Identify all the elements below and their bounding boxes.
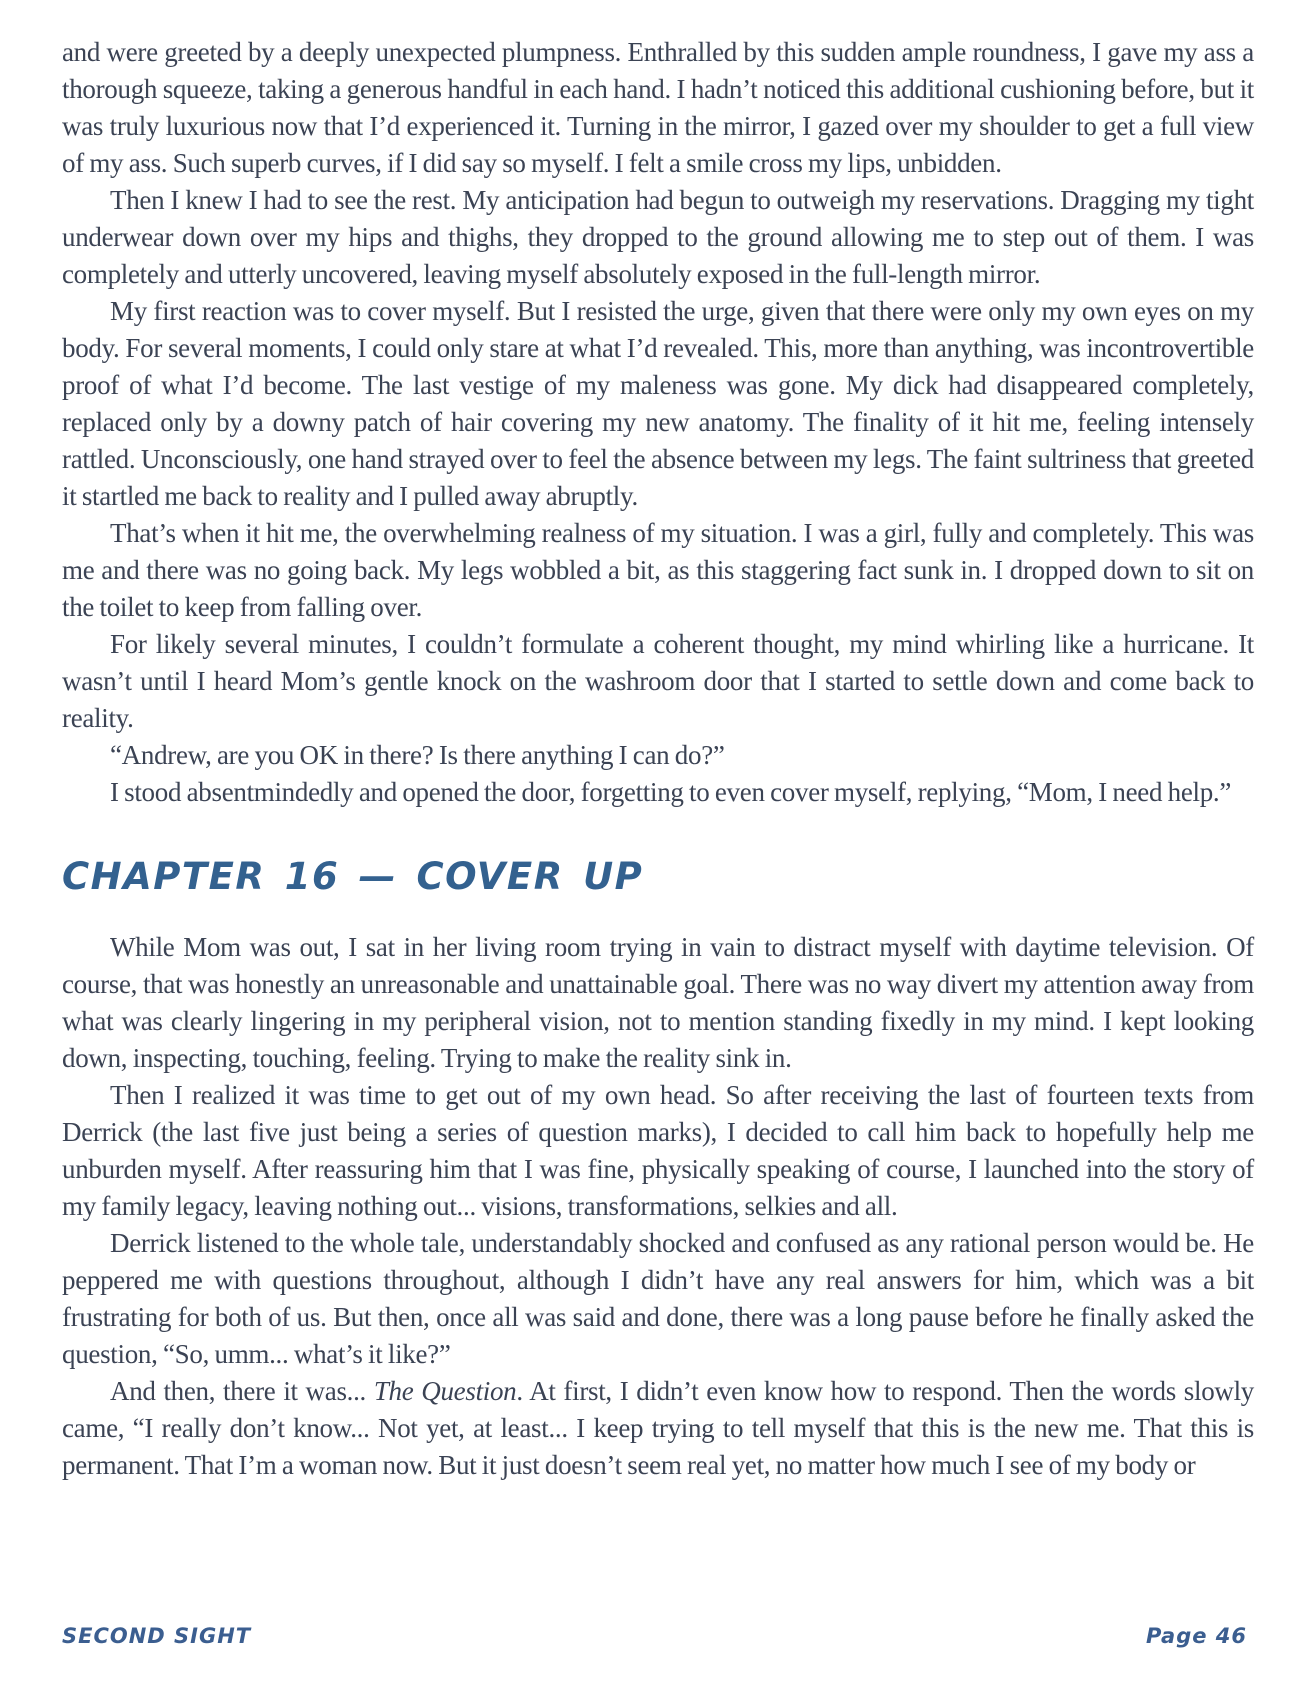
page-footer (62, 1624, 1247, 1648)
page-body (62, 34, 1254, 1484)
running-title: SECOND SIGHT (62, 1624, 252, 1648)
paragraph-text: And then, there it was... (110, 1376, 374, 1406)
paragraph: For likely several minutes, I couldn’t formulate a coherent thought, my mind whirling like a hurricane. It wasn’t until I heard Mom’s gentle knock on the washroom door that I started to settle down and come back to reality. (62, 629, 1254, 733)
chapter-heading: CHAPTER 16 — COVER UP (62, 855, 644, 898)
paragraph: Then I knew I had to see the rest. My anticipation had begun to outweigh my reservations. Dragging my tight underwear down over my hips and thighs, they dropped to the ground allowing me to step out of them. I was completely and utterly uncovered, leaving myself absolutely exposed in the full-length mirror. (62, 185, 1254, 289)
paragraph-dialogue: I stood absentmindedly and opened the door, forgetting to even cover myself, replying, “Mom, I need help.” (110, 777, 1232, 807)
paragraph-dialogue: “Andrew, are you OK in there? Is there anything I can do?” (110, 740, 725, 770)
page-number: Page 46 (1145, 1624, 1247, 1648)
paragraph: Then I realized it was time to get out of my own head. So after receiving the last of fourteen texts from Derrick (the last five just being a series of question marks), I decided to call him back to hopefully help me unburden myself. After reassuring him that I was fine, physically speaking of course, I launched into the story of my family legacy, leaving nothing out... visions, transformations, selkies and all. (62, 1080, 1254, 1221)
paragraph (62, 1373, 1254, 1484)
paragraph: My first reaction was to cover myself. But I resisted the urge, given that there were only my own eyes on my body. For several moments, I could only stare at what I’d revealed. This, more than anything, was incontrovertible proof of what I’d become. The last vestige of my maleness was gone. My dick had disappeared completely, replaced only by a downy patch of hair covering my new anatomy. The finality of it hit me, feeling intensely rattled. Unconsciously, one hand strayed over to feel the absence between my legs. The faint sultriness that greeted it startled me back to reality and I pulled away abruptly. (62, 296, 1254, 511)
paragraph: While Mom was out, I sat in her living room trying in vain to distract myself with daytime television. Of course, that was honestly an unreasonable and unattainable goal. There was no way divert my attention away from what was clearly lingering in my peripheral vision, not to mention standing fixedly in my mind. I kept looking down, inspecting, touching, feeling. Trying to make the reality sink in. (62, 932, 1254, 1073)
paragraph: That’s when it hit me, the overwhelming realness of my situation. I was a girl, fully and completely. This was me and there was no going back. My legs wobbled a bit, as this staggering fact sunk in. I dropped down to sit on the toilet to keep from falling over. (62, 518, 1254, 622)
emphasized-phrase: The Question (373, 1376, 517, 1406)
paragraph: Derrick listened to the whole tale, understandably shocked and confused as any rational person would be. He peppered me with questions throughout, although I didn’t have any real answers for him, which was a bit frustrating for both of us. But then, once all was said and done, there was a long pause before he finally asked the question, “So, umm... what’s it like?” (62, 1228, 1254, 1369)
paragraph-text: . At first, I didn’t even know how to respond. Then the words slowly came, “I really don’t know... Not yet, at least... I keep trying to tell myself that this is the new me. That this is permanent. That I’m a woman now. But it just doesn’t seem real yet, no matter how much I see of my body or (62, 1376, 1254, 1480)
paragraph: and were greeted by a deeply unexpected plumpness. Enthralled by this sudden ample roundness, I gave my ass a thorough squeeze, taking a generous handful in each hand. I hadn’t noticed this additional cushioning before, but it was truly luxurious now that I’d experienced it. Turning in the mirror, I gazed over my shoulder to get a full view of my ass. Such superb curves, if I did say so myself. I felt a smile cross my lips, unbidden. (62, 37, 1254, 178)
